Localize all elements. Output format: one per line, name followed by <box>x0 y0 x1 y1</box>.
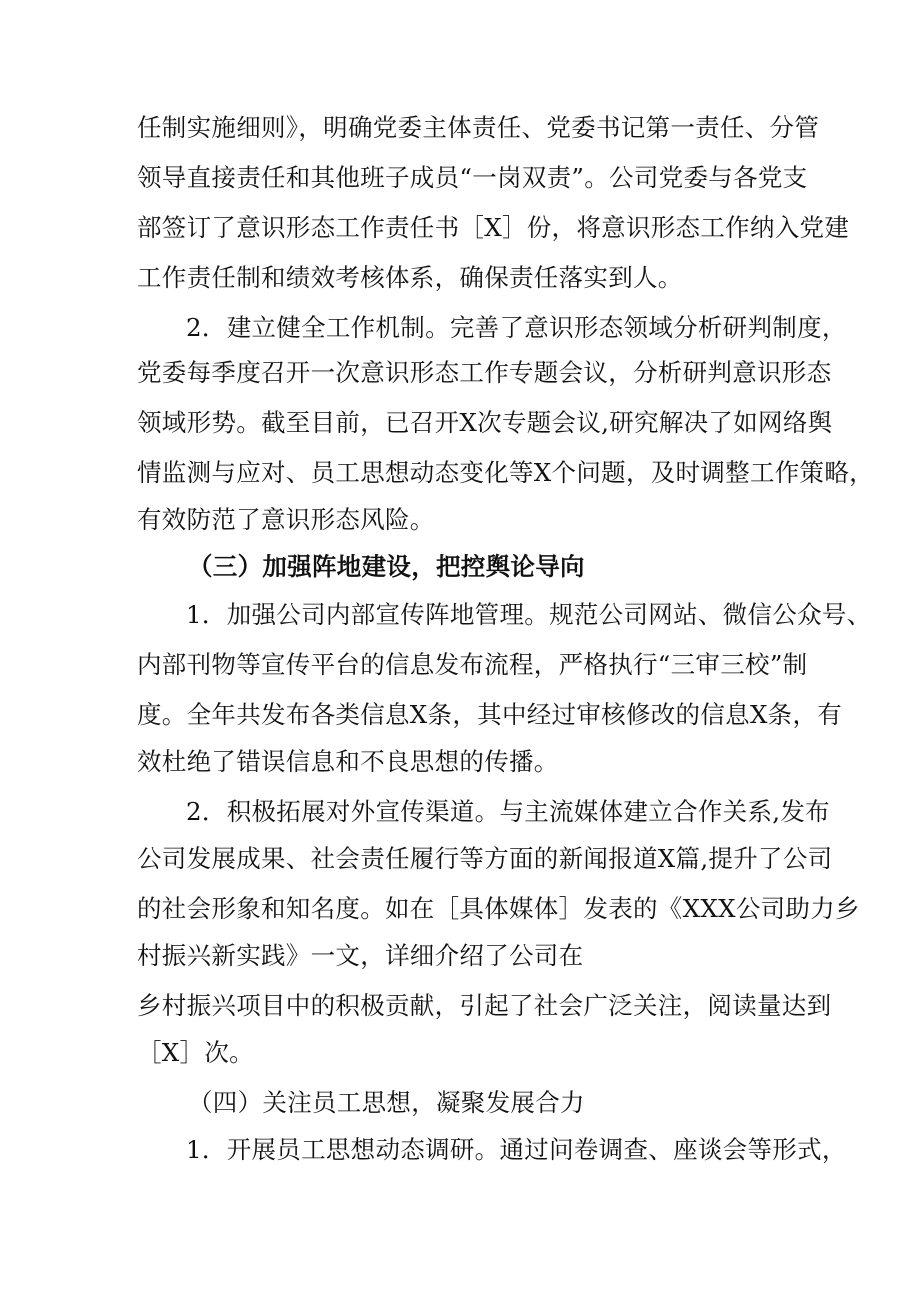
text-line-13: 度。全年共发布各类信息X条，其中经过审核修改的信息X条，有 <box>137 700 843 729</box>
text-line-8: 情监测与应对、员工思想动态变化等X个问题，及时调整工作策略， <box>137 458 874 487</box>
paragraph-4-1-start: 1．开展员工思想动态调研。通过问卷调查、座谈会等形式， <box>186 1135 847 1164</box>
section-heading-3: （三）加强阵地建设，把控舆论导向 <box>188 552 585 581</box>
text-line-6: 党委每季度召开一次意识形态工作专题会议，分析研判意识形态 <box>137 358 832 387</box>
text-line-4: 工作责任制和绩效考核体系，确保责任落实到人。 <box>137 263 683 292</box>
section-heading-4: （四）关注员工思想，凝聚发展合力 <box>188 1088 585 1117</box>
text-line-20: ［X］次。 <box>137 1038 254 1067</box>
text-line-19: 乡村振兴项目中的积极贡献，引起了社会广泛关注，阅读量达到 <box>137 991 832 1020</box>
text-line-2: 领导直接责任和其他班子成员“一岗双责”。公司党委与各党支 <box>137 163 808 192</box>
paragraph-2-start: 2．建立健全工作机制。完善了意识形态领域分析研判制度， <box>186 313 847 342</box>
paragraph-3-1-start: 1．加强公司内部宣传阵地管理。规范公司网站、微信公众号、 <box>186 600 872 629</box>
text-line-16: 公司发展成果、社会责任履行等方面的新闻报道X篇,提升了公司 <box>137 844 833 873</box>
text-line-9: 有效防范了意识形态风险。 <box>137 505 435 534</box>
text-line-7: 领域形势。截至目前，已召开X次专题会议,研究解决了如网络舆 <box>137 408 833 437</box>
text-line-1: 任制实施细则》，明确党委主体责任、党委书记第一责任、分管 <box>137 113 820 142</box>
text-line-18: 村振兴新实践》一文，详细介绍了公司在 <box>137 941 584 970</box>
text-line-3: 部签订了意识形态工作责任书［X］份，将意识形态工作纳入党建 <box>137 213 850 242</box>
paragraph-3-2-start: 2．积极拓展对外宣传渠道。与主流媒体建立合作关系,发布 <box>186 797 830 826</box>
text-line-17: 的社会形象和知名度。如在［具体媒体］发表的《XXX公司助力乡 <box>137 894 860 923</box>
text-line-12: 内部刊物等宣传平台的信息发布流程，严格执行“三审三校”制 <box>137 650 808 679</box>
text-line-14: 效杜绝了错误信息和不良思想的传播。 <box>137 747 559 776</box>
